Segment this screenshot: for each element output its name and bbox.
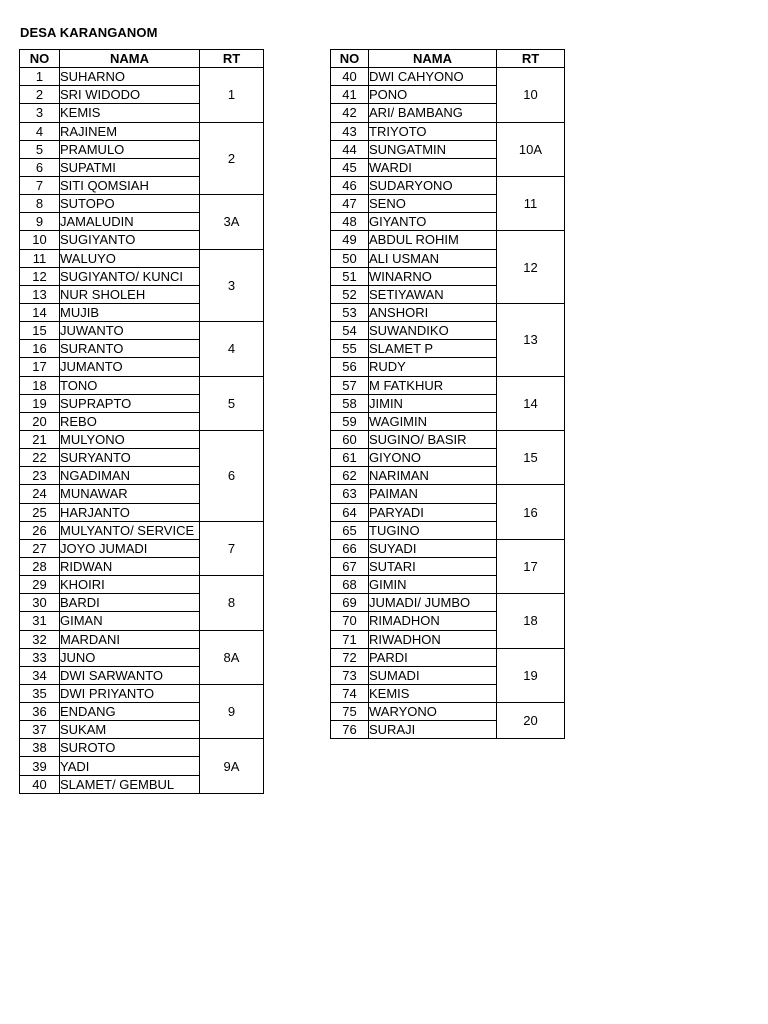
table-row [331, 485, 565, 503]
row-number: 20 [20, 412, 60, 430]
row-number: 35 [20, 684, 60, 702]
resident-name: JUMADI/ JUMBO [369, 594, 497, 612]
column-header-no: NO [331, 50, 369, 68]
resident-name: SUPRAPTO [60, 394, 200, 412]
table-row [331, 303, 565, 321]
resident-name: SUTOPO [60, 195, 200, 213]
rt-group-cell: 9 [200, 684, 264, 738]
rt-group-cell: 13 [497, 303, 565, 376]
resident-name: GIMAN [60, 612, 200, 630]
resident-name: SUROTO [60, 739, 200, 757]
rt-group-cell: 9A [200, 739, 264, 793]
table-row [20, 684, 264, 702]
column-header-nama: NAMA [60, 50, 200, 68]
column-header-no: NO [20, 50, 60, 68]
row-number: 9 [20, 213, 60, 231]
row-number: 59 [331, 412, 369, 430]
row-number: 36 [20, 703, 60, 721]
rt-group-cell: 14 [497, 376, 565, 430]
row-number: 70 [331, 612, 369, 630]
resident-name: MULYONO [60, 430, 200, 448]
resident-name: SUGINO/ BASIR [369, 430, 497, 448]
table-row [20, 122, 264, 140]
row-number: 73 [331, 666, 369, 684]
rt-group-cell: 15 [497, 430, 565, 484]
resident-name: SLAMET/ GEMBUL [60, 775, 200, 793]
resident-name: TUGINO [369, 521, 497, 539]
resident-name: SURAJI [369, 721, 497, 739]
resident-name: SITI QOMSIAH [60, 176, 200, 194]
resident-name: JUNO [60, 648, 200, 666]
resident-name: DWI SARWANTO [60, 666, 200, 684]
row-number: 13 [20, 285, 60, 303]
table-row [20, 195, 264, 213]
roster-body-left [20, 68, 264, 794]
table-row [20, 249, 264, 267]
table-row [20, 739, 264, 757]
row-number: 55 [331, 340, 369, 358]
row-number: 34 [20, 666, 60, 684]
table-row [20, 322, 264, 340]
resident-name: GIYANTO [369, 213, 497, 231]
row-number: 11 [20, 249, 60, 267]
row-number: 31 [20, 612, 60, 630]
row-number: 5 [20, 140, 60, 158]
row-number: 3 [20, 104, 60, 122]
row-number: 52 [331, 285, 369, 303]
row-number: 58 [331, 394, 369, 412]
rt-group-cell: 2 [200, 122, 264, 195]
resident-name: SRI WIDODO [60, 86, 200, 104]
table-row [331, 594, 565, 612]
row-number: 48 [331, 213, 369, 231]
row-number: 47 [331, 195, 369, 213]
row-number: 64 [331, 503, 369, 521]
resident-name: BARDI [60, 594, 200, 612]
resident-name: SUYADI [369, 539, 497, 557]
resident-name: SUMADI [369, 666, 497, 684]
row-number: 40 [331, 68, 369, 86]
row-number: 38 [20, 739, 60, 757]
resident-name: RIWADHON [369, 630, 497, 648]
row-number: 68 [331, 576, 369, 594]
rt-group-cell: 16 [497, 485, 565, 539]
row-number: 46 [331, 176, 369, 194]
resident-name: DWI PRIYANTO [60, 684, 200, 702]
resident-name: SURYANTO [60, 449, 200, 467]
row-number: 43 [331, 122, 369, 140]
resident-name: SUTARI [369, 557, 497, 575]
row-number: 57 [331, 376, 369, 394]
row-number: 49 [331, 231, 369, 249]
row-number: 30 [20, 594, 60, 612]
row-number: 40 [20, 775, 60, 793]
resident-name: RAJINEM [60, 122, 200, 140]
resident-name: ANSHORI [369, 303, 497, 321]
table-row [20, 68, 264, 86]
row-number: 21 [20, 430, 60, 448]
row-number: 66 [331, 539, 369, 557]
resident-name: YADI [60, 757, 200, 775]
table-row [331, 703, 565, 721]
rt-group-cell: 12 [497, 231, 565, 304]
row-number: 7 [20, 176, 60, 194]
page-title: DESA KARANGANOM [20, 25, 158, 40]
resident-name: GIYONO [369, 449, 497, 467]
header-row [20, 50, 264, 68]
row-number: 1 [20, 68, 60, 86]
resident-name: JIMIN [369, 394, 497, 412]
row-number: 4 [20, 122, 60, 140]
row-number: 56 [331, 358, 369, 376]
rt-group-cell: 6 [200, 430, 264, 521]
row-number: 50 [331, 249, 369, 267]
row-number: 76 [331, 721, 369, 739]
row-number: 39 [20, 757, 60, 775]
resident-name: WAGIMIN [369, 412, 497, 430]
row-number: 33 [20, 648, 60, 666]
table-row [331, 231, 565, 249]
resident-name: NARIMAN [369, 467, 497, 485]
table-row [20, 630, 264, 648]
resident-name: PARDI [369, 648, 497, 666]
resident-name: MUNAWAR [60, 485, 200, 503]
row-number: 28 [20, 557, 60, 575]
row-number: 12 [20, 267, 60, 285]
row-number: 8 [20, 195, 60, 213]
resident-name: RIMADHON [369, 612, 497, 630]
roster-table-left [19, 49, 264, 794]
rt-group-cell: 7 [200, 521, 264, 575]
row-number: 63 [331, 485, 369, 503]
row-number: 26 [20, 521, 60, 539]
resident-name: WARYONO [369, 703, 497, 721]
row-number: 65 [331, 521, 369, 539]
resident-name: SUWANDIKO [369, 322, 497, 340]
column-header-rt: RT [497, 50, 565, 68]
row-number: 2 [20, 86, 60, 104]
row-number: 72 [331, 648, 369, 666]
resident-name: PARYADI [369, 503, 497, 521]
row-number: 24 [20, 485, 60, 503]
row-number: 27 [20, 539, 60, 557]
resident-name: JAMALUDIN [60, 213, 200, 231]
table-row [331, 648, 565, 666]
resident-name: ABDUL ROHIM [369, 231, 497, 249]
resident-name: ARI/ BAMBANG [369, 104, 497, 122]
roster-table-right [330, 49, 565, 739]
row-number: 71 [331, 630, 369, 648]
resident-name: JOYO JUMADI [60, 539, 200, 557]
row-number: 29 [20, 576, 60, 594]
resident-name: SURANTO [60, 340, 200, 358]
rt-group-cell: 5 [200, 376, 264, 430]
row-number: 32 [20, 630, 60, 648]
resident-name: WALUYO [60, 249, 200, 267]
resident-name: RIDWAN [60, 557, 200, 575]
row-number: 23 [20, 467, 60, 485]
table-row [331, 376, 565, 394]
resident-name: REBO [60, 412, 200, 430]
resident-name: NUR SHOLEH [60, 285, 200, 303]
resident-name: MULYANTO/ SERVICE [60, 521, 200, 539]
row-number: 45 [331, 158, 369, 176]
rt-group-cell: 3 [200, 249, 264, 322]
resident-name: SUDARYONO [369, 176, 497, 194]
table-row [20, 376, 264, 394]
resident-name: HARJANTO [60, 503, 200, 521]
header-row [331, 50, 565, 68]
resident-name: PONO [369, 86, 497, 104]
roster-body-right [331, 68, 565, 739]
resident-name: ALI USMAN [369, 249, 497, 267]
row-number: 25 [20, 503, 60, 521]
resident-name: MUJIB [60, 303, 200, 321]
resident-name: KEMIS [60, 104, 200, 122]
resident-name: JUWANTO [60, 322, 200, 340]
resident-name: SUKAM [60, 721, 200, 739]
resident-name: JUMANTO [60, 358, 200, 376]
row-number: 17 [20, 358, 60, 376]
resident-name: SUGIYANTO/ KUNCI [60, 267, 200, 285]
resident-name: DWI CAHYONO [369, 68, 497, 86]
resident-name: SLAMET P [369, 340, 497, 358]
resident-name: SETIYAWAN [369, 285, 497, 303]
resident-name: ENDANG [60, 703, 200, 721]
row-number: 75 [331, 703, 369, 721]
table-row [20, 521, 264, 539]
resident-name: PRAMULO [60, 140, 200, 158]
row-number: 53 [331, 303, 369, 321]
row-number: 15 [20, 322, 60, 340]
resident-name: TONO [60, 376, 200, 394]
row-number: 14 [20, 303, 60, 321]
resident-name: TRIYOTO [369, 122, 497, 140]
rt-group-cell: 19 [497, 648, 565, 702]
resident-name: MARDANI [60, 630, 200, 648]
resident-name: SUNGATMIN [369, 140, 497, 158]
row-number: 16 [20, 340, 60, 358]
resident-name: SUGIYANTO [60, 231, 200, 249]
rt-group-cell: 4 [200, 322, 264, 376]
row-number: 6 [20, 158, 60, 176]
resident-name: RUDY [369, 358, 497, 376]
row-number: 37 [20, 721, 60, 739]
row-number: 61 [331, 449, 369, 467]
row-number: 18 [20, 376, 60, 394]
table-row [331, 430, 565, 448]
row-number: 62 [331, 467, 369, 485]
row-number: 51 [331, 267, 369, 285]
column-header-nama: NAMA [369, 50, 497, 68]
resident-name: GIMIN [369, 576, 497, 594]
rt-group-cell: 17 [497, 539, 565, 593]
rt-group-cell: 1 [200, 68, 264, 122]
column-header-rt: RT [200, 50, 264, 68]
resident-name: KHOIRI [60, 576, 200, 594]
table-row [331, 68, 565, 86]
row-number: 67 [331, 557, 369, 575]
row-number: 60 [331, 430, 369, 448]
table-row [331, 176, 565, 194]
resident-name: SENO [369, 195, 497, 213]
rt-group-cell: 8A [200, 630, 264, 684]
resident-name: SUPATMI [60, 158, 200, 176]
rt-group-cell: 10A [497, 122, 565, 176]
row-number: 10 [20, 231, 60, 249]
rt-group-cell: 11 [497, 176, 565, 230]
resident-name: WARDI [369, 158, 497, 176]
row-number: 22 [20, 449, 60, 467]
row-number: 44 [331, 140, 369, 158]
row-number: 74 [331, 684, 369, 702]
table-row [20, 430, 264, 448]
resident-name: M FATKHUR [369, 376, 497, 394]
rt-group-cell: 18 [497, 594, 565, 648]
row-number: 19 [20, 394, 60, 412]
resident-name: NGADIMAN [60, 467, 200, 485]
row-number: 41 [331, 86, 369, 104]
rt-group-cell: 10 [497, 68, 565, 122]
rt-group-cell: 8 [200, 576, 264, 630]
resident-name: WINARNO [369, 267, 497, 285]
row-number: 54 [331, 322, 369, 340]
table-row [20, 576, 264, 594]
table-row [331, 539, 565, 557]
resident-name: SUHARNO [60, 68, 200, 86]
table-row [331, 122, 565, 140]
rt-group-cell: 3A [200, 195, 264, 249]
resident-name: KEMIS [369, 684, 497, 702]
rt-group-cell: 20 [497, 703, 565, 739]
row-number: 69 [331, 594, 369, 612]
resident-name: PAIMAN [369, 485, 497, 503]
row-number: 42 [331, 104, 369, 122]
